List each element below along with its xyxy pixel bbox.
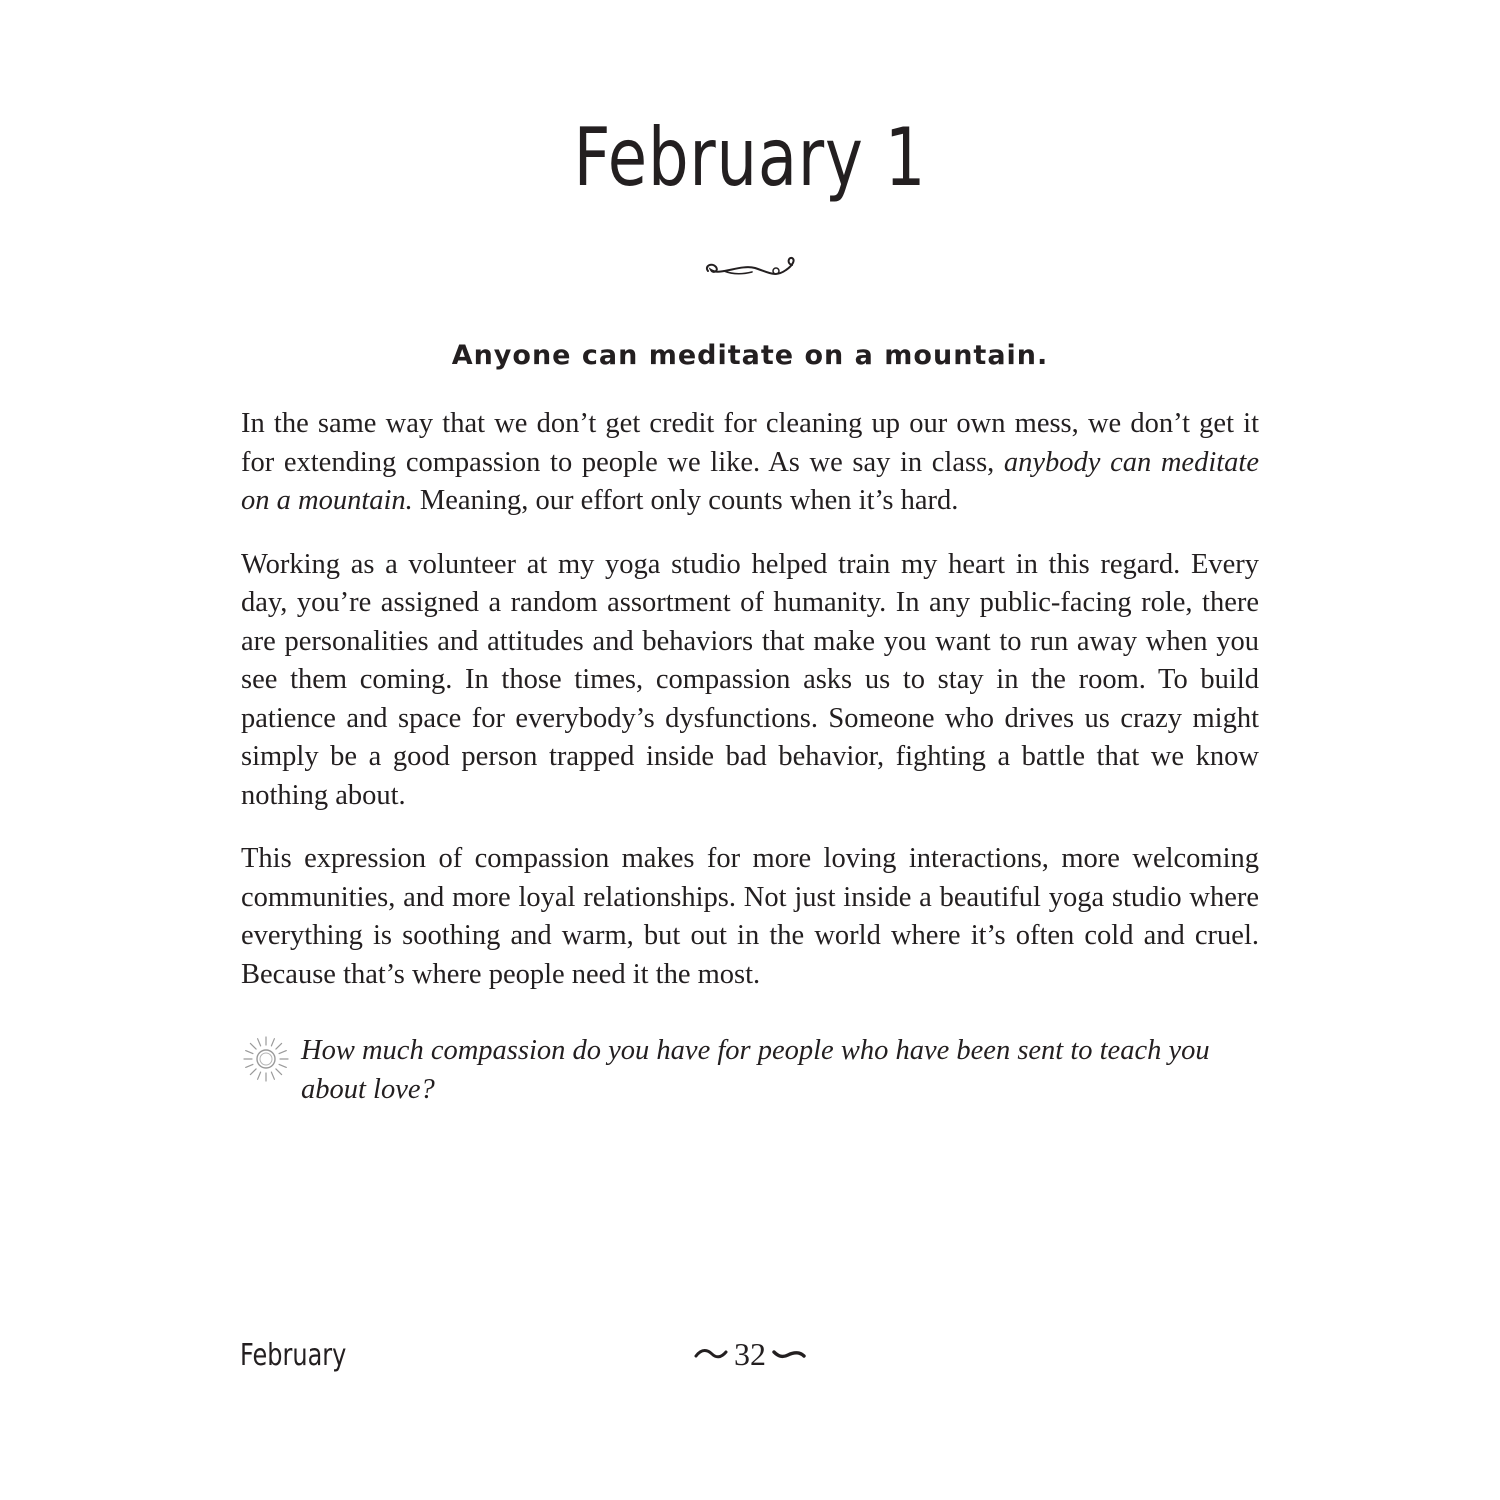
paragraph-2: Working as a volunteer at my yoga studio helped train my heart in this regard. Every day, you’re assigned a random assortment of humanity. In any public-facing role, there are personalities and attitudes and behaviors that make you want to run away when you see them coming. In those times, compassion asks us to stay in the room. To build patience and space for everybody’s dysfunctions. Someone who drives us crazy might simply be a good person trapped inside bad behavior, fighting a battle that we know nothing about. — [241, 548, 1259, 811]
entry-heading: Anyone can meditate on a mountain. — [451, 340, 1049, 371]
paragraph-3: This expression of compassion makes for more loving interactions, more welcoming communities, and more loyal relationships. Not just inside a beautiful yoga studio where everything is soothing and warm, but out in the world where it’s often cold and cruel. Because that’s where people need it the most. — [241, 843, 1259, 990]
paragraph-1-text: In the same way that we don’t get credit for cleaning up our own mess, we don’t get it for extending compassion to people we like. As we say in class, — [241, 408, 1259, 478]
page-number-value: 32 — [734, 1336, 766, 1372]
footer-month: February — [240, 1338, 347, 1373]
page-title: February 1 — [573, 111, 927, 204]
reflection-prompt — [241, 1032, 1241, 1109]
paragraph-1-emphasis: anybody can meditate on a mountain. — [241, 446, 1259, 516]
paragraph-1-text-end: Meaning, our effort only counts when it’s hard. — [412, 485, 959, 516]
sunburst-icon — [241, 1034, 291, 1084]
paragraph-1 — [241, 405, 1259, 521]
flourish-ornament-icon — [700, 254, 800, 284]
page-number — [690, 1336, 810, 1372]
tilde-swash-icon — [772, 1346, 806, 1362]
tilde-swash-icon — [694, 1346, 728, 1362]
entry-body — [241, 405, 1259, 1019]
reflection-question: How much compassion do you have for people who have been sent to teach you about love? — [301, 1035, 1210, 1105]
